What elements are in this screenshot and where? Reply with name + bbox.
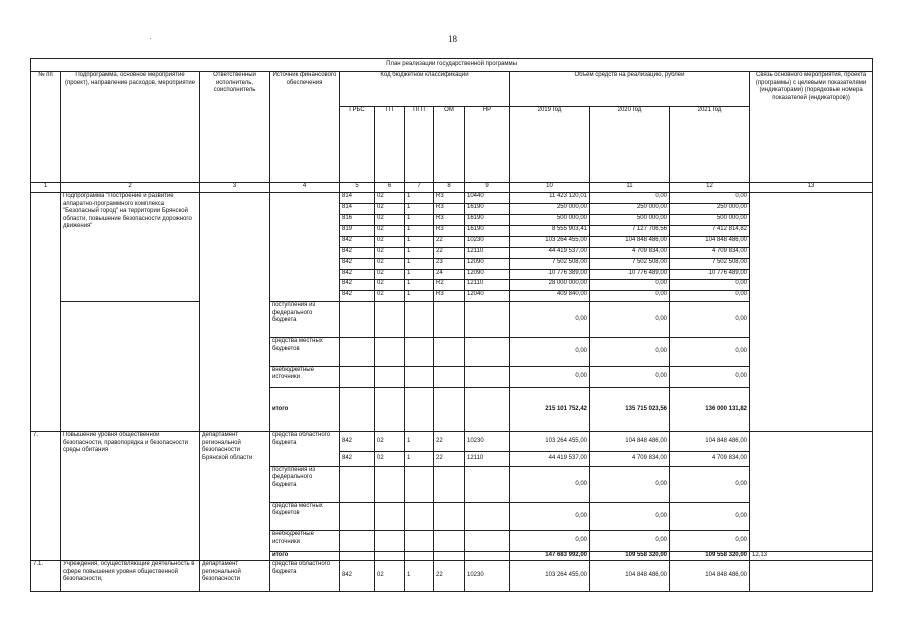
col-number: 3 [200,183,270,193]
table-cell: R3 [434,204,465,215]
table-cell: 0,00 [590,291,670,302]
table-cell: 1 [405,561,434,592]
header-num: № пп [31,72,61,183]
table-cell [375,466,405,502]
table-cell: 0,00 [590,502,670,530]
table-cell: 250 000,00 [510,204,590,215]
table-cell: 10 776 489,00 [670,269,750,280]
table-cell: 16190 [465,214,510,225]
table-cell: 0,00 [670,193,750,204]
table-cell [405,366,434,388]
table-cell [434,388,465,432]
table-cell [750,432,873,552]
table-cell [405,338,434,366]
table-cell: 7 502 508,00 [590,258,670,269]
table-cell: 10 776 489,00 [590,269,670,280]
table-cell: 814 [340,204,375,215]
table-cell: 0,00 [670,302,750,338]
table-cell: 22 [434,561,465,592]
col-number: 7 [405,183,434,193]
table-cell: 1 [405,193,434,204]
table-cell: 7 502 508,00 [510,258,590,269]
table-cell: 28 000 000,00 [510,280,590,291]
table-cell: 0,00 [670,366,750,388]
table-cell: 02 [375,225,405,236]
table-cell: 103 264 455,00 [510,432,590,452]
table-cell: 0,00 [590,193,670,204]
table-cell: 250 000,00 [670,204,750,215]
table-cell: 12040 [465,291,510,302]
table-cell [405,502,434,530]
table-cell [340,338,375,366]
item-num: 7.1. [31,561,61,592]
table-cell: 104 848 486,00 [590,432,670,452]
table-cell: 22 [434,247,465,258]
header-2021: 2021 год [670,106,750,182]
table-cell: 0,00 [590,466,670,502]
col-number: 4 [270,183,340,193]
table-cell: 12090 [465,269,510,280]
table-cell [375,502,405,530]
table-cell: 7 412 814,82 [670,225,750,236]
table-cell [375,552,405,561]
scan-dot [150,38,151,39]
table-cell: 7 127 706,56 [590,225,670,236]
item-title: Повышение уровня общественной безопасности, правопорядка и безопасности среды обитания [61,432,200,561]
table-cell: 104 848 486,00 [670,236,750,247]
item-num: 7. [31,432,61,561]
col-number: 1 [31,183,61,193]
table-cell: 0,00 [670,502,750,530]
col-number: 10 [510,183,590,193]
header-row [31,72,873,107]
table-cell [340,552,375,561]
table-cell: 10 776 389,00 [510,269,590,280]
table-cell: 24 [434,269,465,280]
item-source: средства областного бюджета [270,561,340,592]
table-cell: 842 [340,561,375,592]
table-cell: 1 [405,280,434,291]
table-title-row [31,59,873,72]
col-number: 9 [465,183,510,193]
federal-row [31,302,873,338]
table-cell: R3 [434,214,465,225]
table-cell: 02 [375,451,405,466]
table-cell [375,366,405,388]
table-cell: 104 848 486,00 [590,561,670,592]
table-cell [375,302,405,338]
table-cell: 22 [434,451,465,466]
table-cell: 0,00 [670,291,750,302]
table-cell: 135 715 023,56 [590,388,670,432]
table-row [31,432,873,452]
table-title: План реализации государственной программы [31,59,873,72]
table-cell [434,366,465,388]
table-cell: 44 419 537,00 [510,247,590,258]
subprogram-link [750,193,873,432]
table-cell: 0,00 [510,531,590,552]
table-cell: 16190 [465,225,510,236]
table-cell [465,552,510,561]
source-label: средства местных бюджетов [270,502,340,530]
table-cell: 12090 [465,258,510,269]
table-cell: 0,00 [590,366,670,388]
table-cell: 814 [340,193,375,204]
table-cell: 842 [340,280,375,291]
table-cell [340,502,375,530]
source-label: внебюджетные источники [270,366,340,388]
table-cell: 842 [340,247,375,258]
table-cell: 0,00 [510,366,590,388]
table-cell [465,388,510,432]
table-cell: 842 [340,291,375,302]
table-cell: 1 [405,432,434,452]
table-cell [61,302,200,432]
table-cell: 02 [375,214,405,225]
table-cell: 02 [375,269,405,280]
table-cell: 02 [375,561,405,592]
table-cell [750,561,873,592]
table-cell: 500 000,00 [670,214,750,225]
col-number: 8 [434,183,465,193]
table-cell: 250 000,00 [590,204,670,215]
table-cell: 4 709 834,00 [670,247,750,258]
table-cell: 0,00 [590,280,670,291]
header-2019: 2019 год [510,106,590,182]
table-cell [465,338,510,366]
header-nr: НР [465,106,510,182]
table-cell [405,466,434,502]
table-cell [434,338,465,366]
table-cell [375,338,405,366]
header-kbk: Код бюджетной классификации [340,72,510,107]
table-cell: 0,00 [510,466,590,502]
source-label: средства местных бюджетов [270,338,340,366]
numbering-row [31,183,873,193]
table-cell: 1 [405,214,434,225]
subprogram-executor [200,193,270,432]
table-cell: 11 423 120,01 [510,193,590,204]
table-cell [340,466,375,502]
table-cell: 02 [375,258,405,269]
subprogram-source [270,193,340,302]
table-cell [434,302,465,338]
source-label: поступления из федерального бюджета [270,466,340,502]
table-cell: 500 000,00 [590,214,670,225]
table-cell: 0,00 [670,531,750,552]
table-cell: 02 [375,247,405,258]
table-cell: 109 558 320,00 [670,552,750,561]
table-cell: 22 [434,236,465,247]
col-number: 13 [750,183,873,193]
table-cell: 02 [375,432,405,452]
col-number: 2 [61,183,200,193]
table-row [31,561,873,592]
table-cell [340,531,375,552]
table-cell: 16190 [465,204,510,215]
header-2020: 2020 год [590,106,670,182]
table-cell [465,302,510,338]
table-cell: 0,00 [510,502,590,530]
table-cell: 0,00 [590,302,670,338]
table-cell: 0,00 [670,338,750,366]
table-cell [375,531,405,552]
table-cell: 104 848 486,00 [670,561,750,592]
table-cell: 02 [375,236,405,247]
table-cell: 02 [375,291,405,302]
budget-plan-table [30,58,873,592]
table-cell: 147 683 992,00 [510,552,590,561]
table-cell: 12110 [465,451,510,466]
table-cell: 842 [340,451,375,466]
table-cell [465,466,510,502]
table-cell [375,388,405,432]
table-cell [405,531,434,552]
table-cell: 12110 [465,247,510,258]
header-link: Связь основного мероприятия, проекта (программы) с целевыми показателями (индикаторами) (порядковые номера показателей (индикаторов)) [750,72,873,183]
page-number: 18 [448,34,457,44]
header-source: Источник финансового обеспечения [270,72,340,183]
col-number: 11 [590,183,670,193]
table-cell: 409 840,00 [510,291,590,302]
table-cell: 0,00 [510,302,590,338]
table-cell [340,302,375,338]
source-label: внебюджетные источники [270,531,340,552]
table-cell: 02 [375,204,405,215]
table-cell: 12110 [465,280,510,291]
table-cell: 44 419 537,00 [510,451,590,466]
col-number: 6 [375,183,405,193]
table-cell [405,552,434,561]
table-cell: R2 [434,280,465,291]
header-grbs: ГРБС [340,106,375,182]
total-label: итого [270,388,340,432]
table-cell: 103 264 455,00 [510,561,590,592]
table-cell [465,366,510,388]
total-label: итого [270,552,340,561]
table-cell: R3 [434,225,465,236]
table-cell: 7 502 508,00 [670,258,750,269]
table-cell: 215 101 752,42 [510,388,590,432]
table-cell: 1 [405,269,434,280]
subprogram-title: Подпрограмма "Построение и развитие аппаратно-программного комплекса "Безопасный город" на территории Брянской области, повышение безопасности дорожного движения" [61,193,200,302]
item-title: Учреждения, осуществляющие деятельность в сфере повышения уровня общественной безопасности, [61,561,200,592]
table-cell: 1 [405,225,434,236]
table-cell: 02 [375,280,405,291]
table-cell: 842 [340,269,375,280]
table-cell [434,466,465,502]
table-cell: 842 [340,258,375,269]
table-cell [434,531,465,552]
table-cell: 109 558 320,00 [590,552,670,561]
item-executor: департамент региональной безопасности [200,561,270,592]
table-cell: 0,00 [590,531,670,552]
table-cell: 819 [340,225,375,236]
header-volume: Объём средств на реализацию, рублей [510,72,750,107]
item-source: средства областного бюджета [270,432,340,467]
table-cell [434,502,465,530]
table-cell: 842 [340,236,375,247]
source-label: поступления из федерального бюджета [270,302,340,338]
header-om: ОМ [434,106,465,182]
table-cell: R3 [434,291,465,302]
table-cell [405,388,434,432]
table-cell [340,366,375,388]
table-cell: 4 709 834,00 [670,451,750,466]
table-cell: 1 [405,291,434,302]
table-cell: 4 709 834,00 [590,451,670,466]
table-cell: 1 [405,247,434,258]
total-link: 12,13 [750,552,873,561]
table-cell [340,388,375,432]
table-cell: 1 [405,236,434,247]
table-cell: 0,00 [670,280,750,291]
table-cell [434,552,465,561]
table-cell [465,531,510,552]
table-cell: 1 [405,258,434,269]
header-pgp: ПГП [405,106,434,182]
table-cell: 0,00 [590,338,670,366]
table-cell: 10230 [465,561,510,592]
table-cell: 104 848 486,00 [670,432,750,452]
header-gp: ГП [375,106,405,182]
table-cell: 23 [434,258,465,269]
table-cell: 104 848 486,00 [590,236,670,247]
table-cell: 10230 [465,236,510,247]
table-cell: 10230 [465,432,510,452]
col-number: 12 [670,183,750,193]
subprogram-num [31,193,61,432]
table-cell: 8 555 903,41 [510,225,590,236]
table-row [31,193,873,204]
table-cell: 1 [405,451,434,466]
table-cell: 22 [434,432,465,452]
table-cell: 103 264 455,00 [510,236,590,247]
table-cell: 0,00 [670,466,750,502]
col-number: 5 [340,183,375,193]
table-cell: 0,00 [510,338,590,366]
table-cell: 10440 [465,193,510,204]
table-cell: 4 709 834,00 [590,247,670,258]
table-cell: 816 [340,214,375,225]
table-cell: 02 [375,193,405,204]
table-cell: 500 000,00 [510,214,590,225]
table-cell [465,502,510,530]
table-cell [405,302,434,338]
table-cell: 842 [340,432,375,452]
header-executor: Ответственный исполнитель, соисполнитель [200,72,270,183]
table-cell: R3 [434,193,465,204]
table-cell: 136 000 131,82 [670,388,750,432]
table-cell: 1 [405,204,434,215]
header-program: Подпрограмма, основное мероприятие (проект), направление расходов, мероприятие [61,72,200,183]
item-executor: департамент региональной безопасности Брянской области [200,432,270,561]
